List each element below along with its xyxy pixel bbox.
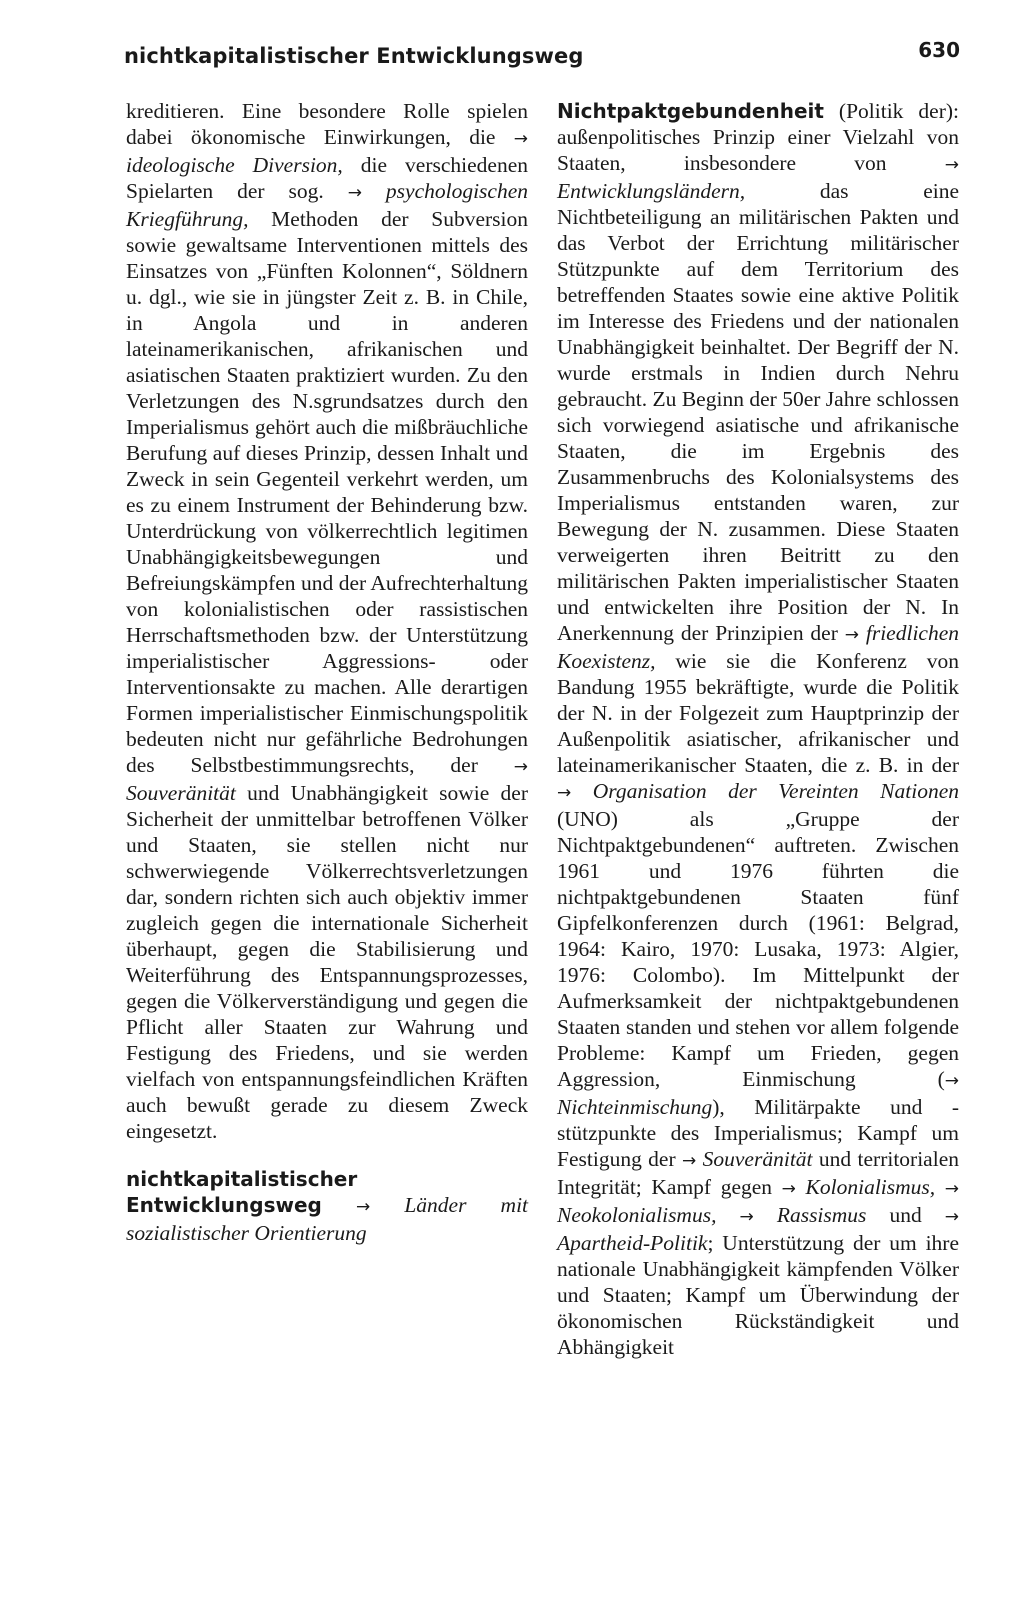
cross-reference: Nichteinmischung — [557, 1095, 713, 1119]
entry-text: das eine Nichtbeteiligung an militärischen Pakten und das Verbot der Errichtung militärischer Stützpunkte auf dem Territorium des betreffenden Staates sowie eine aktive Politik im Interesse des Friedens und der nationalen Unabhängigkeit beinhaltet. Der Begriff der N. wurde erstmals in Indien durch Nehru gebraucht. Zu Beginn der 50er Jahre schlossen sich vorwiegend asiatische und afrikanische Staaten, die im Ergebnis des Zusammenbruchs des Kolonialsystems des Imperialismus entstanden waren, zur Bewegung der N. zusammen. Diese Staaten verweigerten ihren Beitritt zu den militärischen Pakten imperialistischer Staaten und entwickelten ihre Position der N. In Anerkennung der Prinzipien der — [557, 179, 960, 645]
cross-reference: Souveränität — [126, 781, 236, 805]
cross-reference-arrow-icon: → — [739, 1207, 754, 1227]
cross-reference: Souveränität — [702, 1147, 813, 1171]
cross-reference-arrow-icon: → — [944, 1207, 960, 1227]
cross-reference-arrow-icon: → — [844, 625, 859, 645]
cross-reference: Kolonialismus, — [805, 1175, 936, 1199]
entry-text: und — [889, 1203, 922, 1227]
cross-reference-arrow-icon: → — [513, 757, 529, 777]
entry-nichtkapitalistischer-entwicklungsweg — [126, 1166, 528, 1246]
entry-continuation — [126, 98, 528, 1144]
cross-reference-arrow-icon: → — [355, 1197, 371, 1217]
cross-reference: Entwicklungsländern, — [557, 179, 746, 203]
entry-text: und territorialen Integrität; Kampf gegen — [557, 1147, 959, 1199]
entry-text: Methoden der Subversion sowie gewaltsame Interventionen mittels des Einsatzes von „Fünften Kolonnen“, Söldnern u. dgl., wie sie in jüngster Zeit z. B. in Chile, in Angola und in anderen lateinamerikanischen, afrikanischen und asiatischen Staaten praktiziert wurden. Zu den Verletzungen des N.sgrundsatzes durch den Imperialismus gehört auch die mißbräuchliche Berufung auf dieses Prinzip, dessen Inhalt und Zweck in sein Gegenteil verkehrt werden, um es zu einem Instrument der Behinderung bzw. Unterdrückung von völkerrechtlich legitimen Unabhängigkeitsbewegungen und Befreiungskämpfen und der Aufrechterhaltung von kolonialistischen oder rassistischen Herrschaftsmethoden bzw. der Unterstützung imperialistischer Aggressions- oder Interventionsakte zu machen. Alle derartigen Formen imperialistischer Einmischungspolitik bedeuten nicht nur gefährliche Bedrohungen des Selbstbestimmungsrechts, der — [126, 207, 528, 777]
left-column — [126, 98, 528, 1246]
cross-reference: Apartheid-Politik — [557, 1231, 708, 1255]
right-column — [557, 98, 959, 1360]
entry-headword: Nichtpaktgebundenheit — [557, 99, 824, 123]
cross-reference: Neokolonialismus, — [557, 1203, 717, 1227]
cross-reference-arrow-icon: → — [781, 1179, 796, 1199]
entry-text: wie sie die Konferenz von Bandung 1955 bekräftigte, wurde die Politik der N. in der Folgezeit zum Hauptprinzip der Außenpolitik asiatischer, afrikanischer und lateinamerikanischer Staaten, die z. B. in der — [557, 649, 959, 777]
entry-text: ), Militärpakte und -stützpunkte des Imperialismus; Kampf um Festigung der — [557, 1095, 959, 1171]
entry-text: kreditieren. Eine besondere Rolle spielen dabei ökonomische Einwirkungen, die — [126, 99, 528, 149]
cross-reference-arrow-icon: → — [944, 155, 960, 175]
entry-text: und Unabhängigkeit sowie der Sicherheit der unmittelbar betroffenen Völker und Staaten, sie stellen nicht nur schwerwiegende Völkerrechtsverletzungen dar, sondern richten sich auch objektiv immer zugleich gegen die internationale Sicherheit überhaupt, gegen die Stabilisierung und Weiterführung des Entspannungsprozesses, gegen die Völkerverständigung und gegen die Pflicht aller Staaten zur Wahrung und Festigung des Friedens, und sie werden vielfach von entspannungsfeindlichen Kräften auch bewußt gerade zu diesem Zweck eingesetzt. — [126, 781, 528, 1143]
cross-reference-arrow-icon: → — [944, 1071, 959, 1091]
entry-headword: nichtkapitalistischer Entwicklungsweg — [126, 1167, 358, 1217]
entry-text: die verschiedenen Spielarten der sog. — [126, 153, 529, 203]
cross-reference: Länder mit sozialistischer Orientierung — [126, 1193, 529, 1245]
entry-nichtpaktgebundenheit — [557, 98, 959, 1360]
page-number: 630 — [918, 38, 960, 62]
cross-reference: ideologische Diversion, — [126, 153, 343, 177]
cross-reference-arrow-icon: → — [347, 183, 362, 203]
cross-reference-arrow-icon: → — [513, 129, 528, 149]
entry-text: (Politik der): außenpolitisches Prinzip einer Vielzahl von Staaten, insbesondere von — [557, 99, 959, 175]
cross-reference: psychologischen Kriegführung, — [126, 179, 529, 231]
cross-reference-arrow-icon: → — [682, 1151, 697, 1171]
cross-reference-arrow-icon: → — [557, 783, 572, 803]
cross-reference: Rassismus — [776, 1203, 867, 1227]
cross-reference: Organisation der Vereinten Nationen — [592, 779, 959, 803]
page-header — [124, 38, 960, 84]
cross-reference-arrow-icon: → — [944, 1179, 960, 1199]
entry-text: ; Unterstützung der um ihre nationale Unabhängigkeit kämpfenden Völker und Staaten; Kampf um Überwindung der ökonomischen Rückständigkeit und Abhängigkeit — [557, 1231, 959, 1359]
running-head: nichtkapitalistischer Entwicklungsweg — [124, 44, 584, 68]
cross-reference: friedlichen Koexistenz, — [557, 621, 959, 673]
entry-text: (UNO) als „Gruppe der Nichtpaktgebundenen“ auftreten. Zwischen 1961 und 1976 führten die nichtpaktgebundenen Staaten fünf Gipfelkonferenzen durch (1961: Belgrad, 1964: Kairo, 1970: Lusaka, 1973: Algier, 1976: Colombo). Im Mittelpunkt der Aufmerksamkeit der nichtpaktgebundenen Staaten standen und stehen vor allem folgende Probleme: Kampf um Frieden, gegen Aggression, Einmischung ( — [557, 807, 959, 1091]
